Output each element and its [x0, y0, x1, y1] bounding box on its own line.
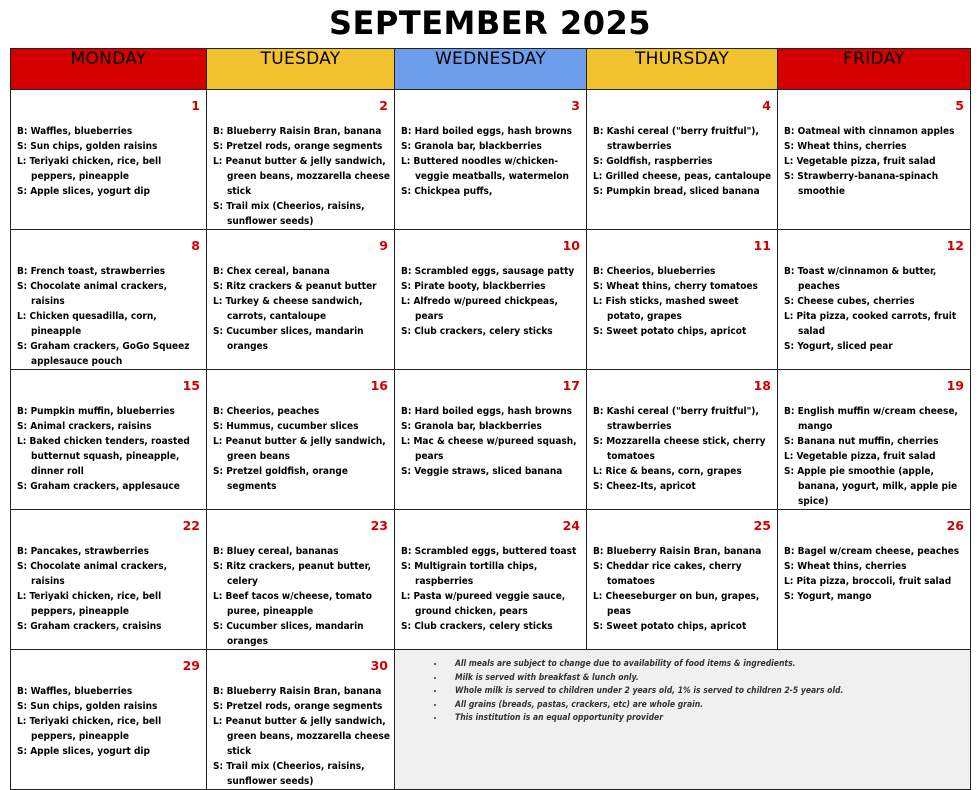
- day-number: 8: [191, 238, 200, 253]
- day-number: 15: [182, 378, 200, 393]
- week-row: [11, 370, 971, 510]
- meal-list: [395, 230, 586, 339]
- meal-item: L: Grilled cheese, peas, cantaloupe: [593, 171, 772, 182]
- meal-list: [395, 90, 586, 199]
- meal-item: L: Peanut butter & jelly sandwich, green beans: [213, 436, 386, 462]
- meal-item: L: Peanut butter & jelly sandwich, green beans, mozzarella cheese stick: [213, 156, 390, 197]
- meal-item: L: Baked chicken tenders, roasted butternut squash, pineapple, dinner roll: [17, 436, 190, 477]
- day-cell: [778, 370, 971, 510]
- day-cell: [778, 90, 971, 230]
- menu-calendar: [10, 48, 971, 790]
- calendar-title: SEPTEMBER 2025: [329, 4, 651, 42]
- day-cell: [11, 510, 207, 650]
- meal-item: L: Buttered noodles w/chicken-veggie meatballs, watermelon: [401, 156, 569, 182]
- day-cell: [778, 230, 971, 370]
- meal-item: S: Club crackers, celery sticks: [401, 326, 553, 337]
- day-number: 29: [182, 658, 200, 673]
- day-cell: [778, 510, 971, 650]
- meal-item: L: Cheeseburger on bun, grapes, peas: [593, 591, 760, 617]
- meal-list: [778, 370, 970, 509]
- day-number: 25: [753, 518, 771, 533]
- meal-item: S: Trail mix (Cheerios, raisins, sunflower seeds): [213, 201, 365, 227]
- day-cell: [587, 230, 778, 370]
- notes-box: [395, 650, 971, 790]
- day-number: 2: [379, 98, 388, 113]
- day-number: 10: [562, 238, 580, 253]
- meal-item: S: Veggie straws, sliced banana: [401, 466, 563, 477]
- meal-item: S: Ritz crackers & peanut butter: [213, 281, 377, 292]
- meal-item: L: Vegetable pizza, fruit salad: [784, 156, 936, 167]
- meal-list: [11, 650, 206, 759]
- meal-item: S: Pretzel rods, orange segments: [213, 701, 383, 712]
- day-number: 3: [571, 98, 580, 113]
- meal-item: B: Toast w/cinnamon & butter, peaches: [784, 266, 937, 292]
- day-cell: [395, 370, 587, 510]
- meal-list: [207, 90, 394, 229]
- meal-item: S: Goldfish, raspberries: [593, 156, 713, 167]
- meal-item: B: Chex cereal, banana: [213, 266, 330, 277]
- day-number: 22: [182, 518, 200, 533]
- meal-item: L: Fish sticks, mashed sweet potato, grapes: [593, 296, 739, 322]
- meal-item: S: Apple slices, yogurt dip: [17, 746, 150, 757]
- meal-item: B: Hard boiled eggs, hash browns: [401, 126, 573, 137]
- meal-item: S: Sweet potato chips, apricot: [593, 621, 747, 632]
- meal-list: [587, 90, 777, 199]
- meal-list: [207, 510, 394, 649]
- meal-item: S: Mozzarella cheese stick, cherry tomatoes: [593, 436, 766, 462]
- meal-item: B: French toast, strawberries: [17, 266, 166, 277]
- meal-item: L: Vegetable pizza, fruit salad: [784, 451, 936, 462]
- meal-list: [778, 90, 970, 199]
- meal-item: L: Mac & cheese w/pureed squash, pears: [401, 436, 577, 462]
- meal-item: S: Apple slices, yogurt dip: [17, 186, 150, 197]
- meal-item: S: Banana nut muffin, cherries: [784, 436, 939, 447]
- meal-item: L: Pasta w/pureed veggie sauce, ground chicken, pears: [401, 591, 566, 617]
- day-number: 18: [753, 378, 771, 393]
- meal-item: B: English muffin w/cream cheese, mango: [784, 406, 958, 432]
- day-number: 4: [762, 98, 771, 113]
- day-number: 30: [370, 658, 388, 673]
- meal-item: S: Wheat thins, cherry tomatoes: [593, 281, 758, 292]
- meal-list: [778, 230, 970, 354]
- meal-item: B: Pumpkin muffin, blueberries: [17, 406, 175, 417]
- day-cell: [207, 650, 395, 790]
- meal-list: [11, 510, 206, 634]
- meal-list: [587, 230, 777, 339]
- day-cell: [207, 230, 395, 370]
- day-cell: [11, 90, 207, 230]
- note-item: • Whole milk is served to children under 2 years old, 1% is served to children 2-5 years old.: [445, 685, 970, 699]
- meal-list: [207, 650, 394, 789]
- day-number: 24: [562, 518, 580, 533]
- day-number: 17: [562, 378, 580, 393]
- day-cell: [587, 370, 778, 510]
- day-cell: [11, 650, 207, 790]
- meal-item: S: Sun chips, golden raisins: [17, 701, 158, 712]
- week-row: [11, 510, 971, 650]
- week-row: [11, 650, 971, 790]
- meal-list: [778, 510, 970, 604]
- meal-list: [11, 230, 206, 369]
- meal-item: S: Wheat thins, cherries: [784, 561, 907, 572]
- meal-item: S: Yogurt, mango: [784, 591, 872, 602]
- meal-item: L: Chicken quesadilla, corn, pineapple: [17, 311, 157, 337]
- meal-item: S: Chocolate animal crackers, raisins: [17, 561, 168, 587]
- meal-list: [11, 90, 206, 199]
- meal-item: B: Bluey cereal, bananas: [213, 546, 339, 557]
- meal-item: S: Cheez-Its, apricot: [593, 481, 696, 492]
- meal-item: L: Alfredo w/pureed chickpeas, pears: [401, 296, 558, 322]
- note-item: • Milk is served with breakfast & lunch only.: [445, 672, 970, 686]
- meal-item: B: Oatmeal with cinnamon apples: [784, 126, 955, 137]
- meal-item: S: Apple pie smoothie (apple, banana, yogurt, milk, apple pie spice): [784, 466, 958, 507]
- meal-list: [207, 370, 394, 494]
- meal-item: L: Teriyaki chicken, rice, bell peppers, pineapple: [17, 716, 162, 742]
- meal-item: B: Hard boiled eggs, hash browns: [401, 406, 573, 417]
- day-header-wednesday: WEDNESDAY: [395, 49, 587, 90]
- meal-item: S: Yogurt, sliced pear: [784, 341, 893, 352]
- day-number: 23: [370, 518, 388, 533]
- meal-item: S: Strawberry-banana-spinach smoothie: [784, 171, 939, 197]
- note-item: • All meals are subject to change due to availability of food items & ingredients.: [445, 658, 970, 672]
- meal-item: S: Pretzel goldfish, orange segments: [213, 466, 348, 492]
- meal-item: S: Granola bar, blackberries: [401, 141, 542, 152]
- meal-list: [587, 370, 777, 494]
- meal-item: S: Multigrain tortilla chips, raspberries: [401, 561, 538, 587]
- meal-list: [207, 230, 394, 354]
- meal-item: S: Granola bar, blackberries: [401, 421, 542, 432]
- day-header-thursday: THURSDAY: [587, 49, 778, 90]
- meal-item: L: Teriyaki chicken, rice, bell peppers, pineapple: [17, 156, 162, 182]
- day-number: 9: [379, 238, 388, 253]
- meal-item: B: Blueberry Raisin Bran, banana: [213, 686, 382, 697]
- meal-item: S: Graham crackers, applesauce: [17, 481, 180, 492]
- week-row: [11, 90, 971, 230]
- meal-item: B: Blueberry Raisin Bran, banana: [593, 546, 762, 557]
- meal-item: S: Graham crackers, craisins: [17, 621, 162, 632]
- meal-item: S: Sweet potato chips, apricot: [593, 326, 747, 337]
- meal-item: B: Waffles, blueberries: [17, 126, 133, 137]
- day-cell: [587, 510, 778, 650]
- meal-item: S: Cucumber slices, mandarin oranges: [213, 326, 364, 352]
- week-row: [11, 230, 971, 370]
- meal-item: S: Hummus, cucumber slices: [213, 421, 359, 432]
- meal-item: L: Beef tacos w/cheese, tomato puree, pineapple: [213, 591, 372, 617]
- meal-item: S: Animal crackers, raisins: [17, 421, 152, 432]
- meal-item: L: Peanut butter & jelly sandwich, green beans, mozzarella cheese stick: [213, 716, 390, 757]
- meal-item: B: Kashi cereal ("berry fruitful"), strawberries: [593, 406, 759, 432]
- meal-item: B: Scrambled eggs, buttered toast: [401, 546, 577, 557]
- meal-list: [395, 370, 586, 479]
- meal-item: L: Pita pizza, cooked carrots, fruit salad: [784, 311, 957, 337]
- day-cell: [395, 230, 587, 370]
- meal-item: B: Cheerios, peaches: [213, 406, 320, 417]
- day-cell: [11, 230, 207, 370]
- day-number: 11: [753, 238, 771, 253]
- meal-item: B: Bagel w/cream cheese, peaches: [784, 546, 960, 557]
- meal-item: B: Cheerios, blueberries: [593, 266, 716, 277]
- meal-item: S: Graham crackers, GoGo Squeez applesauce pouch: [17, 341, 190, 367]
- meal-item: B: Blueberry Raisin Bran, banana: [213, 126, 382, 137]
- day-cell: [395, 510, 587, 650]
- day-number: 19: [946, 378, 964, 393]
- day-number: 5: [955, 98, 964, 113]
- meal-item: S: Pumpkin bread, sliced banana: [593, 186, 760, 197]
- meal-item: B: Waffles, blueberries: [17, 686, 133, 697]
- meal-item: S: Cheddar rice cakes, cherry tomatoes: [593, 561, 742, 587]
- day-header-tuesday: TUESDAY: [207, 49, 395, 90]
- meal-item: S: Sun chips, golden raisins: [17, 141, 158, 152]
- day-number: 1: [191, 98, 200, 113]
- meal-list: [11, 370, 206, 494]
- day-cell: [207, 510, 395, 650]
- day-cell: [395, 90, 587, 230]
- meal-item: L: Teriyaki chicken, rice, bell peppers, pineapple: [17, 591, 162, 617]
- meal-item: B: Pancakes, strawberries: [17, 546, 149, 557]
- day-header-friday: FRIDAY: [778, 49, 971, 90]
- meal-item: L: Pita pizza, broccoli, fruit salad: [784, 576, 952, 587]
- meal-item: B: Scrambled eggs, sausage patty: [401, 266, 575, 277]
- day-number: 16: [370, 378, 388, 393]
- note-item: • This institution is an equal opportunity provider: [445, 712, 970, 726]
- meal-list: [395, 510, 586, 634]
- meal-list: [587, 510, 777, 634]
- day-cell: [587, 90, 778, 230]
- meal-item: S: Ritz crackers, peanut butter, celery: [213, 561, 372, 587]
- meal-item: S: Trail mix (Cheerios, raisins, sunflower seeds): [213, 761, 365, 787]
- day-cell: [207, 370, 395, 510]
- meal-item: S: Chickpea puffs,: [401, 186, 493, 197]
- day-number: 12: [946, 238, 964, 253]
- meal-item: B: Kashi cereal ("berry fruitful"), strawberries: [593, 126, 759, 152]
- day-header-monday: MONDAY: [11, 49, 207, 90]
- note-item: • All grains (breads, pastas, crackers, etc) are whole grain.: [445, 699, 970, 713]
- meal-item: S: Cucumber slices, mandarin oranges: [213, 621, 364, 647]
- weekday-header-row: [11, 49, 971, 90]
- meal-item: S: Pretzel rods, orange segments: [213, 141, 383, 152]
- meal-item: L: Rice & beans, corn, grapes: [593, 466, 742, 477]
- meal-item: S: Chocolate animal crackers, raisins: [17, 281, 168, 307]
- day-number: 26: [946, 518, 964, 533]
- day-cell: [11, 370, 207, 510]
- meal-item: S: Club crackers, celery sticks: [401, 621, 553, 632]
- day-cell: [207, 90, 395, 230]
- meal-item: S: Cheese cubes, cherries: [784, 296, 915, 307]
- meal-item: S: Wheat thins, cherries: [784, 141, 907, 152]
- meal-item: S: Pirate booty, blackberries: [401, 281, 546, 292]
- meal-item: L: Turkey & cheese sandwich, carrots, cantaloupe: [213, 296, 363, 322]
